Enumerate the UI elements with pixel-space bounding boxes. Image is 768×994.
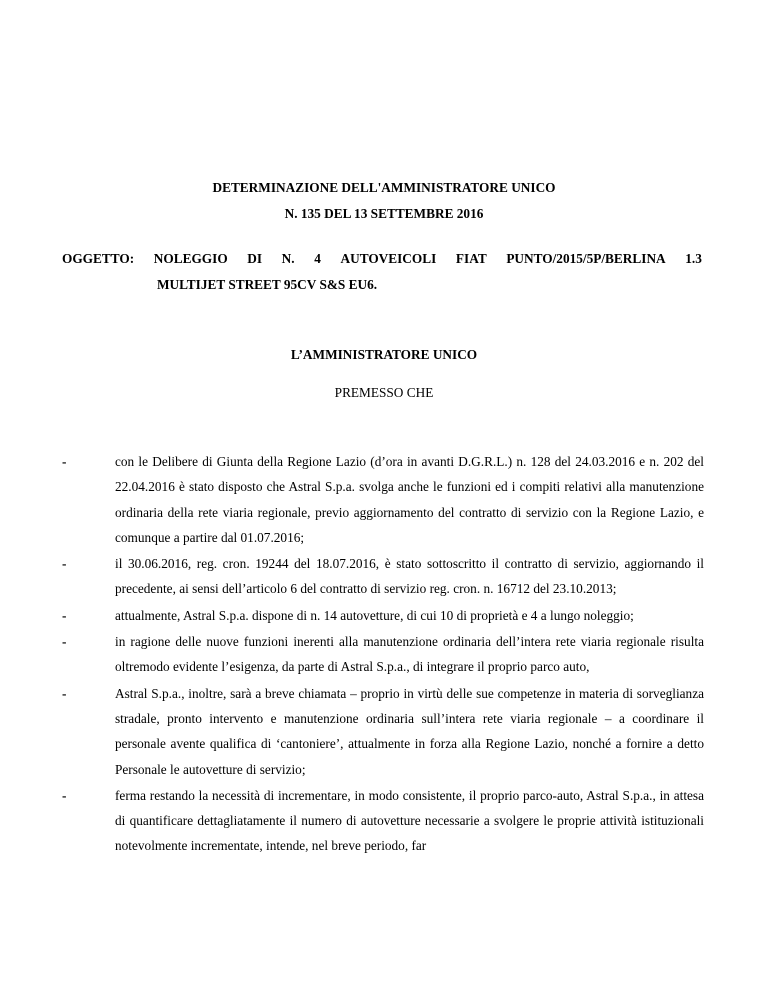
subject-word: AUTOVEICOLI <box>340 251 437 266</box>
list-item-text: con le Delibere di Giunta della Regione Lazio (d’ora in avanti D.G.R.L.) n. 128 del 24.03.2016 e n. 202 del 22.04.2016 è stato disposto che Astral S.p.a. svolga anche le funzioni ed i compiti relativi alla manutenzione ordinaria della rete viaria regionale, previo aggiornamento del contratto di servizio con la Regione Lazio, e comunque a partire dal 01.07.2016; <box>115 454 704 545</box>
list-item <box>62 551 704 602</box>
subject-word: NOLEGGIO <box>153 251 228 266</box>
bullet-dash: - <box>62 454 67 469</box>
bullet-dash: - <box>62 556 67 572</box>
subject-word: 1.3 <box>685 251 702 266</box>
bullet-dash: - <box>62 607 67 623</box>
bullet-dash: - <box>62 634 67 650</box>
subject-word: N. <box>281 251 295 266</box>
bullet-dash: - <box>62 685 67 701</box>
subject-line-2: MULTIJET STREET 95CV S&S EU6. <box>157 277 378 292</box>
subject-line-1 <box>62 251 702 267</box>
list-item-text: Astral S.p.a., inoltre, sarà a breve chiamata – proprio in virtù delle sue competenze in materia di sorveglianza stradale, pronto intervento e manutenzione ordinaria sull’intera rete viaria regionale – a coordinare il personale avente qualifica di ‘cantoniere’, attualmente in forza alla Regione Lazio, nonché a fornire a detto Personale le autovetture di servizio; <box>115 685 704 777</box>
list-item-text: ferma restando la necessità di incrementare, in modo consistente, il proprio parco-auto, Astral S.p.a., in attesa di quantificare dettagliatamente il numero di autovetture necessarie a svolgere le proprie attività istituzionali notevolmente incrementate, intende, nel breve periodo, far <box>115 787 704 854</box>
list-item <box>62 783 704 859</box>
authority-heading: L’AMMINISTRATORE UNICO <box>290 347 478 362</box>
list-item-text: attualmente, Astral S.p.a. dispone di n. 14 autovetture, di cui 10 di proprietà e 4 a lungo noleggio; <box>115 607 634 623</box>
list-item <box>62 629 704 680</box>
premise-heading: PREMESSO CHE <box>334 385 434 400</box>
list-item <box>62 449 704 550</box>
list-item <box>62 603 704 628</box>
subject-word: DI <box>247 251 263 266</box>
bullet-dash: - <box>62 787 67 803</box>
list-item <box>62 681 704 782</box>
subject-word: FIAT <box>455 251 487 266</box>
list-item-text: in ragione delle nuove funzioni inerenti alla manutenzione ordinaria dell’intera rete viaria regionale risulta oltremodo evidente l’esigenza, da parte di Astral S.p.a., di integrare il proprio parco auto, <box>115 634 704 675</box>
document-title: DETERMINAZIONE DELL'AMMINISTRATORE UNICO <box>212 180 556 195</box>
subject-word: OGGETTO: <box>62 251 135 266</box>
premise-list <box>62 449 704 860</box>
determination-number: N. 135 DEL 13 SETTEMBRE 2016 <box>284 206 484 221</box>
subject-word: 4 <box>314 251 321 266</box>
subject-word: PUNTO/2015/5P/BERLINA <box>506 251 666 266</box>
list-item-text: il 30.06.2016, reg. cron. 19244 del 18.07.2016, è stato sottoscritto il contratto di servizio, aggiornando il precedente, ai sensi dell’articolo 6 del contratto di servizio reg. cron. n. 16712 del 23.10.2013; <box>115 556 704 597</box>
